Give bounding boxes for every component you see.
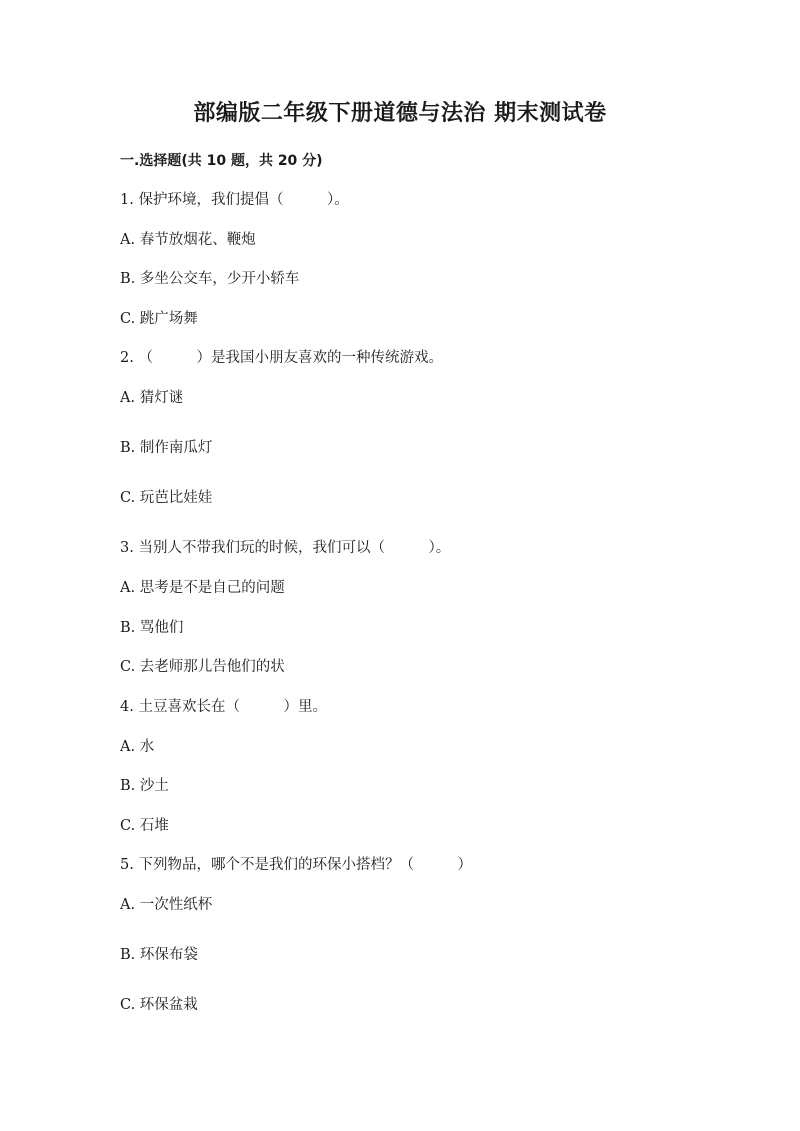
- question-1-option-b: B. 多坐公交车，少开小轿车: [120, 271, 300, 287]
- question-2-option-b: B. 制作南瓜灯: [120, 440, 213, 456]
- question-4-stem: 4. 土豆喜欢长在（ ）里。: [120, 699, 327, 715]
- question-5-option-a: A. 一次性纸杯: [120, 897, 213, 913]
- question-1-stem: 1. 保护环境，我们提倡（ ）。: [120, 192, 349, 208]
- question-3-stem: 3. 当别人不带我们玩的时候，我们可以（ ）。: [120, 540, 451, 556]
- question-2-option-c: C. 玩芭比娃娃: [120, 490, 213, 506]
- question-3-option-c: C. 去老师那儿告他们的状: [120, 659, 285, 675]
- question-4-option-a: A. 水: [120, 739, 155, 755]
- question-5-option-b: B. 环保布袋: [120, 947, 198, 963]
- question-4-option-b: B. 沙土: [120, 778, 169, 794]
- question-1-option-c: C. 跳广场舞: [120, 311, 198, 327]
- question-2-stem: 2. （ ）是我国小朋友喜欢的一种传统游戏。: [120, 350, 443, 366]
- question-3-option-a: A. 思考是不是自己的问题: [120, 580, 285, 596]
- exam-title: 部编版二年级下册道德与法治 期末测试卷: [193, 101, 607, 126]
- question-5-option-c: C. 环保盆栽: [120, 997, 198, 1013]
- question-1-option-a: A. 春节放烟花、鞭炮: [120, 232, 256, 248]
- question-5-stem: 5. 下列物品，哪个不是我们的环保小搭档？（ ）: [120, 857, 472, 873]
- question-3-option-b: B. 骂他们: [120, 620, 184, 636]
- question-2-option-a: A. 猜灯谜: [120, 390, 184, 406]
- question-4-option-c: C. 石堆: [120, 818, 169, 834]
- section-heading: 一.选择题(共 10 题，共 20 分): [120, 153, 323, 169]
